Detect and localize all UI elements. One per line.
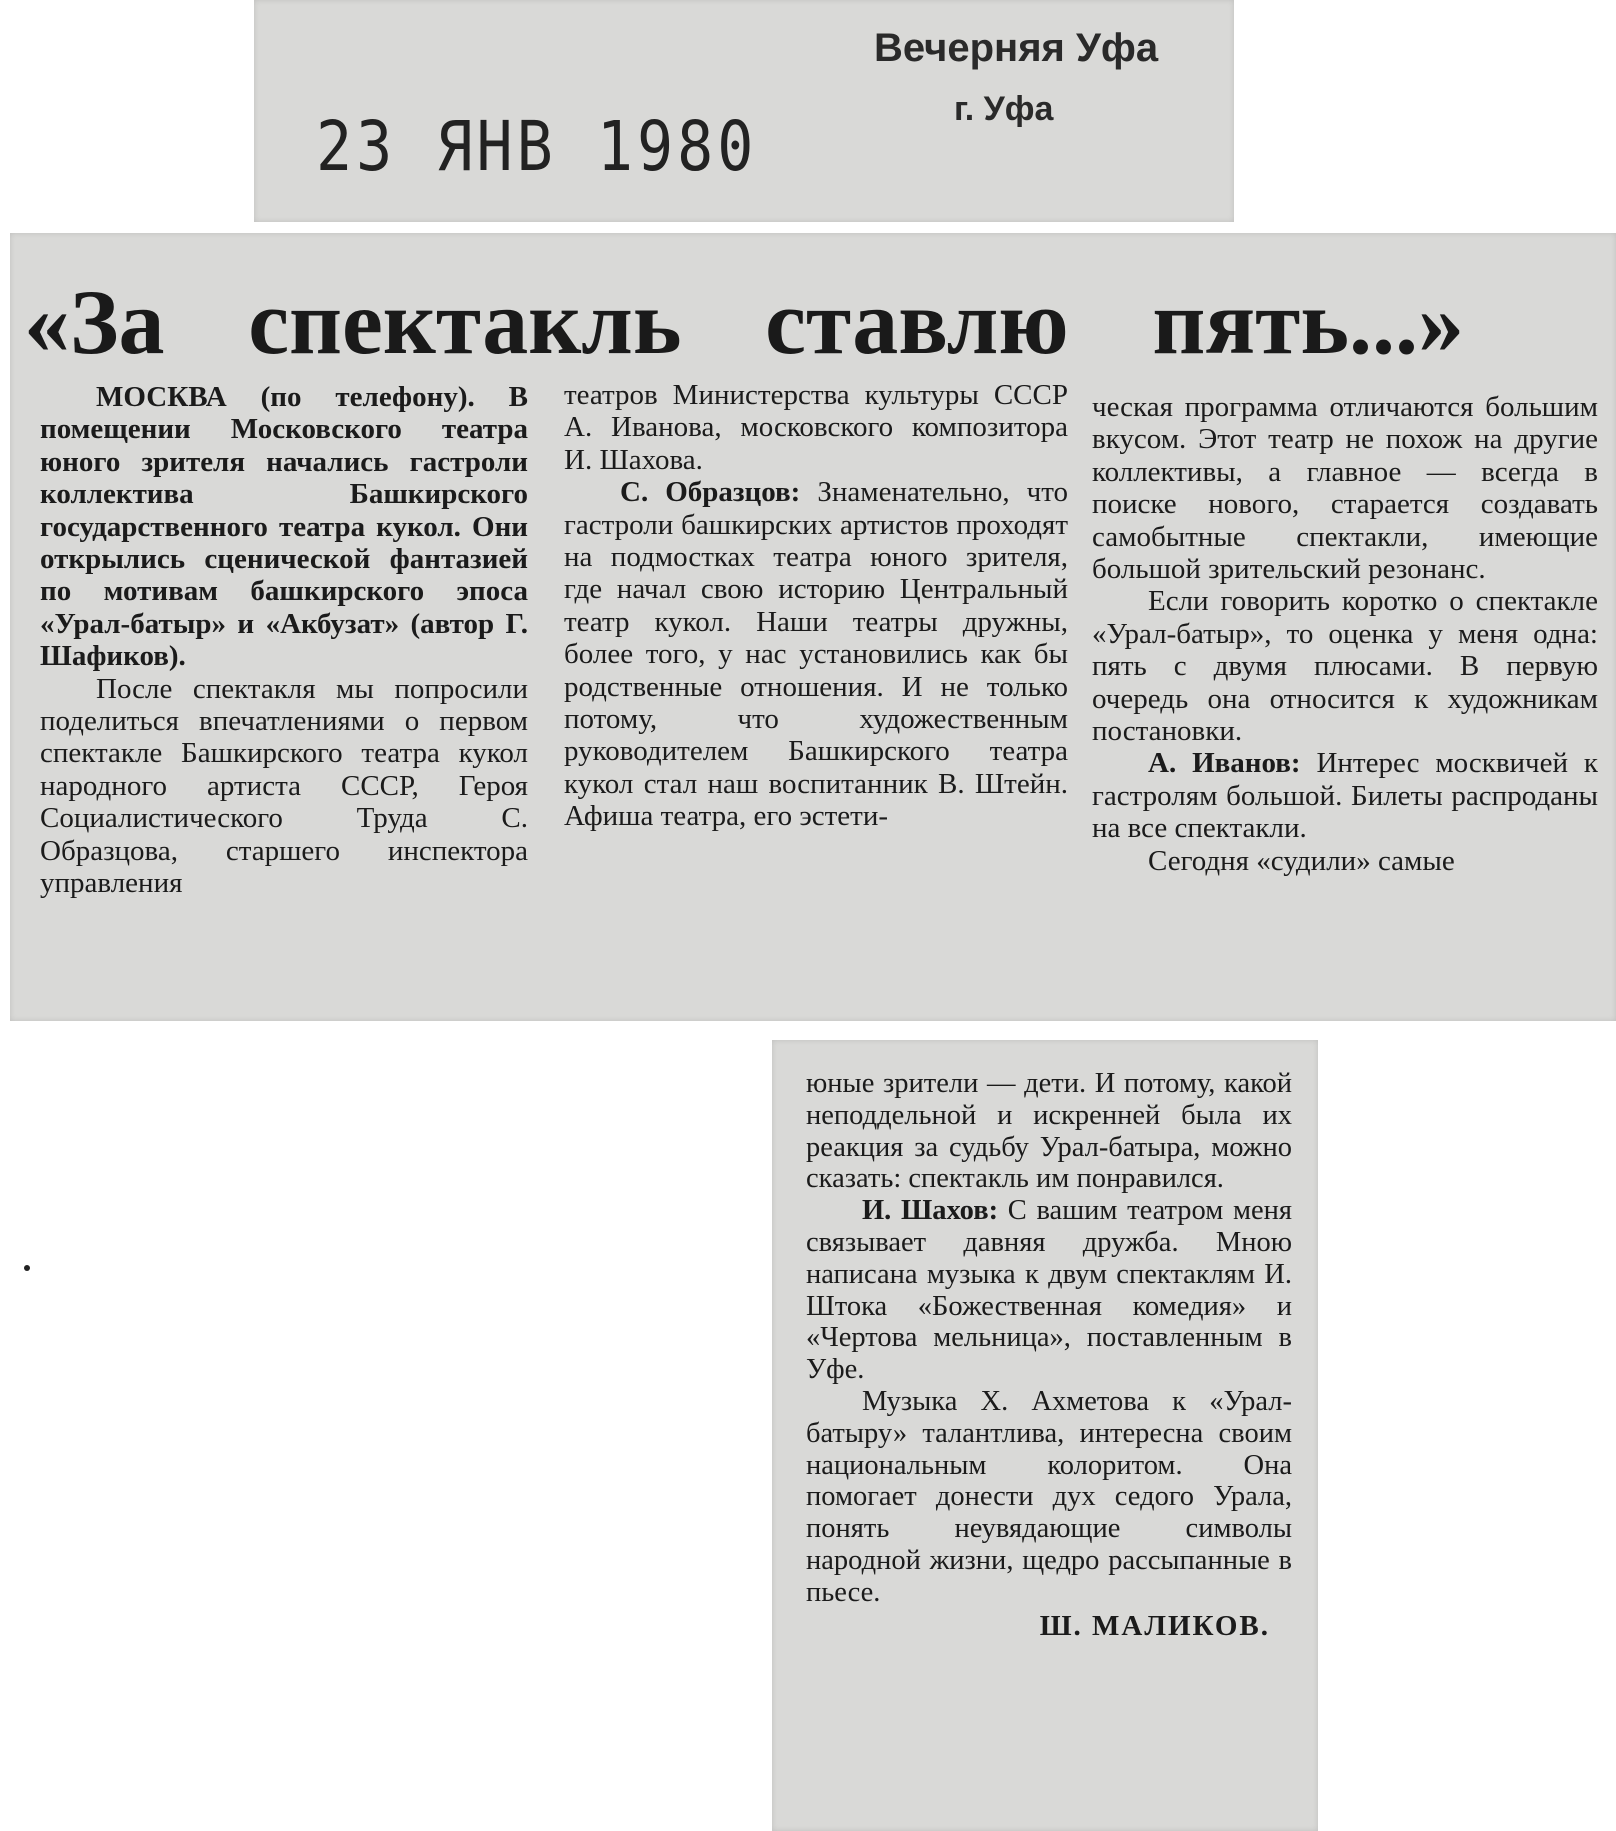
paragraph: Сегодня «судили» самые [1148, 844, 1455, 877]
quote-paragraph [1092, 747, 1598, 844]
speaker-name: А. Иванов: [1148, 747, 1301, 780]
quote-text: С вашим театром меня связывает давняя дружба. Мною написана музыка к двум спектаклям И. Штока «Божественная комедия» и «Чертова мельница», поставленным в Уфе. [806, 1195, 1292, 1386]
article-column-3 [1092, 391, 1598, 877]
paragraph: Если говорить коротко о спектакле «Урал-батыр», то оценка у меня одна: пять с двумя плюсами. В первую очередь она относится к художникам постановки. [1092, 585, 1598, 748]
headline-word: «За [24, 271, 165, 373]
headline-word: спектакль [248, 271, 682, 373]
speaker-name: И. Шахов: [862, 1195, 999, 1227]
quote-text: Знаменательно, что гастроли башкирских артистов проходят на подмостках театра юного зрителя, где начал свою историю Центральный театр кукол. Наши театры дружны, более того, у нас установились как бы родственные отношения. И не только потому, что художественным руководителем Башкирского театра кукол стал наш воспитанник В. Штейн. Афиша театра, его эстети- [564, 476, 1069, 833]
quote-paragraph [806, 1195, 1292, 1386]
paragraph: театров Министерства культуры СССР А. Иванова, московского композитора И. Шахова. [564, 379, 1068, 476]
speck [24, 1265, 30, 1271]
article-column-1 [40, 381, 528, 900]
newspaper-name-stamp: Вечерняя Уфа [874, 26, 1159, 70]
paragraph: Музыка Х. Ахметова к «Урал-батыру» талантлива, интересна своим национальным колоритом. Она помогает донести дух седого Урала, понять неувядающие символы народной жизни, щедро рассыпанные в пьесе. [806, 1385, 1292, 1608]
quote-paragraph [564, 476, 1068, 832]
quote-text: Интерес москвичей к гастролям большой. Билеты распроданы на все спектакли. [1092, 747, 1598, 845]
speaker-name: С. Образцов: [620, 476, 801, 509]
continuation-column [806, 1068, 1292, 1642]
headline-word: пять...» [1152, 271, 1464, 373]
paragraph: юные зрители — дети. И потому, какой неподдельной и искренней была их реакция за судьбу Урал-батыра, можно сказать: спектакль им понравился. [806, 1068, 1292, 1195]
paragraph: ческая программа отличаются большим вкусом. Этот театр не похож на другие коллективы, а главное — всегда в поиске нового, старается создавать самобытные спектакли, имеющие большой зрительский резонанс. [1092, 391, 1598, 586]
article-column-2 [564, 379, 1068, 833]
lead-paragraph: МОСКВА (по телефону). В помещении Московского театра юного зрителя начались гастроли коллектива Башкирского государственного театра кукол. Они открылись сценической фантазией по мотивам башкирского эпоса «Урал-батыр» и «Акбузат» (автор Г. Шафиков). [40, 381, 528, 673]
article-clipping [10, 233, 1616, 1021]
paragraph: После спектакля мы попросили поделиться впечатлениями о первом спектакле Башкирского театра кукол народного артиста СССР, Героя Социалистического Труда С. Образцова, старшего инспектора управления [40, 672, 528, 900]
date-stamp: 23 ЯНВ 1980 [316, 106, 758, 188]
article-headline [24, 269, 1464, 375]
date-stamp-clipping [254, 0, 1234, 222]
headline-word: ставлю [765, 271, 1069, 373]
author-signature: Ш. МАЛИКОВ. [1039, 1609, 1270, 1642]
continuation-clipping [772, 1040, 1318, 1831]
city-stamp: г. Уфа [954, 90, 1054, 128]
